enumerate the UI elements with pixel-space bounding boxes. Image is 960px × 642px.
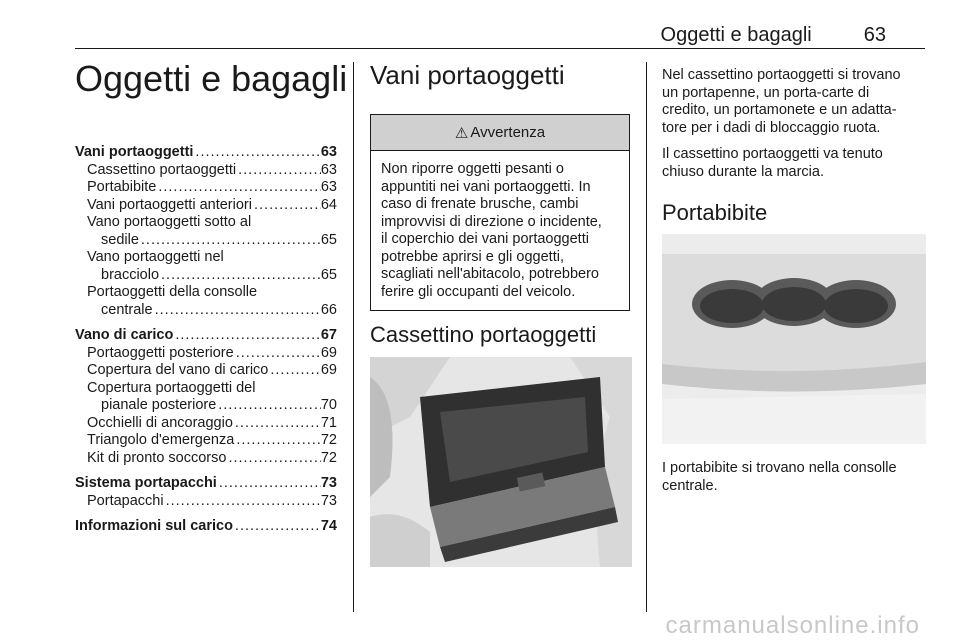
- toc-entry-page: 69: [320, 344, 337, 361]
- cupholder-paragraph: [662, 460, 926, 495]
- toc-leader-dots: [268, 362, 321, 380]
- toc-entry[interactable]: [75, 267, 337, 285]
- text-line: tore per i dadi di bloccaggio ruota.: [662, 119, 881, 136]
- toc-entry[interactable]: [75, 162, 337, 180]
- toc-entry[interactable]: [75, 249, 337, 267]
- toc-entry[interactable]: [75, 493, 337, 511]
- toc-entry-title: Kit di pronto soccorso: [87, 449, 227, 466]
- warning-title: Avvertenza: [470, 124, 546, 141]
- toc-entry-page: 63: [320, 161, 337, 178]
- toc-entry-page: 70: [320, 397, 337, 413]
- header-rule: [75, 48, 925, 49]
- toc-entry-title: Vano di carico: [75, 327, 174, 343]
- toc-entry-title: Triangolo d'emergenza: [87, 432, 235, 448]
- toc-entry[interactable]: [75, 415, 337, 433]
- toc-entry[interactable]: [75, 475, 337, 493]
- column-divider-left: [353, 62, 354, 612]
- warning-box: [370, 114, 630, 311]
- toc-leader-dots: [159, 267, 321, 285]
- glovebox-photo: [370, 357, 632, 567]
- toc-entry[interactable]: [75, 179, 337, 197]
- toc-entry-page: 73: [320, 492, 337, 509]
- toc-leader-dots: [217, 475, 321, 493]
- toc-entry-title: Vano portaoggetti sotto al: [87, 214, 252, 230]
- glovebox-paragraph: [662, 67, 926, 137]
- toc-entry[interactable]: [75, 144, 337, 162]
- running-header: [661, 24, 886, 47]
- toc-entry[interactable]: [75, 450, 337, 468]
- toc-entry-title: Copertura portaoggetti del: [87, 379, 256, 396]
- toc-entry-page: 65: [320, 231, 337, 248]
- toc-leader-dots: [153, 302, 321, 320]
- toc-entry-page: 63: [320, 179, 337, 195]
- toc-entry-title: sedile: [101, 231, 139, 248]
- toc-entry-title: Vani portaoggetti anteriori: [87, 196, 252, 213]
- toc-entry-title: bracciolo: [101, 266, 160, 283]
- warning-line: Non riporre oggetti pesanti o: [381, 161, 564, 177]
- toc-entry[interactable]: [75, 327, 337, 345]
- warning-line: ferire gli occupanti del veicolo.: [381, 283, 576, 300]
- warning-line: appuntiti nei vani portaoggetti. In: [381, 178, 591, 195]
- toc-entry-page: 67: [320, 327, 337, 343]
- toc-entry[interactable]: [75, 397, 337, 415]
- toc-entry-title: centrale: [101, 301, 153, 318]
- column-divider-right: [646, 62, 647, 612]
- toc-leader-dots: [234, 432, 321, 450]
- toc-entry-page: 64: [320, 196, 337, 213]
- toc-entry-title: Copertura del vano di carico: [87, 362, 269, 378]
- toc-entry-page: 71: [320, 414, 337, 431]
- warning-line: improvvisi di direzione o incidente,: [381, 213, 602, 230]
- toc-entry-page: 72: [320, 432, 337, 448]
- portabibite-title: Portabibite: [662, 200, 768, 225]
- warning-text: [371, 151, 629, 301]
- running-header-section: Oggetti e bagagli: [660, 24, 812, 46]
- toc-entry-title: Vano portaoggetti nel: [87, 249, 224, 265]
- toc-leader-dots: [164, 493, 321, 511]
- glovebox-closed-paragraph: [662, 146, 926, 181]
- text-line: centrale.: [662, 477, 718, 494]
- toc-entry[interactable]: [75, 345, 337, 363]
- toc-leader-dots: [173, 327, 321, 345]
- toc-entry-title: Sistema portapacchi: [75, 475, 217, 491]
- toc-entry-page: 73: [320, 475, 337, 491]
- toc-entry[interactable]: [75, 380, 337, 398]
- toc-entry[interactable]: [75, 518, 337, 536]
- text-line: Nel cassettino portaoggetti si trovano: [662, 67, 901, 83]
- text-line: un portapenne, un porta-carte di: [662, 84, 870, 101]
- watermark: carmanualsonline.info: [665, 612, 920, 639]
- toc-entry-title: Occhielli di ancoraggio: [87, 414, 233, 431]
- toc-entry[interactable]: [75, 197, 337, 215]
- toc-entry[interactable]: [75, 232, 337, 250]
- toc-leader-dots: [216, 397, 321, 415]
- toc-entry-title: Portabibite: [87, 179, 157, 195]
- toc-entry-page: 66: [320, 301, 337, 318]
- toc-entry-title: Portaoggetti posteriore: [87, 344, 234, 361]
- warning-icon: ⚠: [454, 124, 469, 142]
- warning-line: scagliati nell'abitacolo, potrebbero: [381, 266, 599, 282]
- text-line: I portabibite si trovano nella consolle: [662, 460, 897, 476]
- chapter-title: Oggetti e bagagli: [75, 58, 348, 99]
- toc-leader-dots: [233, 518, 321, 536]
- toc-leader-dots: [139, 232, 321, 250]
- page-number: 63: [863, 24, 886, 46]
- toc-entry-page: 69: [320, 362, 337, 378]
- toc-entry-title: Portapacchi: [87, 492, 164, 509]
- table-of-contents: [75, 144, 337, 536]
- section-title: Vani portaoggetti: [370, 60, 565, 90]
- toc-entry-title: pianale posteriore: [101, 397, 217, 413]
- toc-entry-title: Cassettino portaoggetti: [87, 161, 237, 178]
- cassettino-title: Cassettino portaoggetti: [370, 322, 597, 347]
- cupholder-photo: [662, 234, 926, 444]
- warning-line: il coperchio dei vani portaoggetti: [381, 231, 589, 247]
- warning-line: potrebbe aprirsi e gli oggetti,: [381, 248, 564, 265]
- toc-entry[interactable]: [75, 362, 337, 380]
- toc-entry[interactable]: [75, 302, 337, 320]
- toc-entry-page: 63: [320, 144, 337, 160]
- text-line: chiuso durante la marcia.: [662, 163, 824, 180]
- toc-leader-dots: [234, 345, 321, 363]
- warning-header: [371, 115, 629, 151]
- toc-leader-dots: [233, 415, 321, 433]
- toc-entry[interactable]: [75, 214, 337, 232]
- toc-entry-title: Vani portaoggetti: [75, 144, 194, 160]
- toc-entry-title: Portaoggetti della consolle: [87, 284, 258, 300]
- toc-leader-dots: [193, 144, 320, 162]
- toc-entry[interactable]: [75, 284, 337, 302]
- toc-leader-dots: [252, 197, 321, 215]
- toc-entry-page: 72: [320, 449, 337, 466]
- warning-line: caso di frenate brusche, cambi: [381, 196, 579, 212]
- toc-entry-title: Informazioni sul carico: [75, 518, 233, 534]
- toc-entry[interactable]: [75, 432, 337, 450]
- toc-leader-dots: [156, 179, 321, 197]
- text-line: credito, un portamonete e un adatta-: [662, 102, 897, 118]
- text-line: Il cassettino portaoggetti va tenuto: [662, 146, 883, 162]
- toc-leader-dots: [226, 450, 320, 468]
- toc-leader-dots: [236, 162, 321, 180]
- toc-entry-page: 74: [320, 518, 337, 534]
- toc-entry-page: 65: [320, 266, 337, 283]
